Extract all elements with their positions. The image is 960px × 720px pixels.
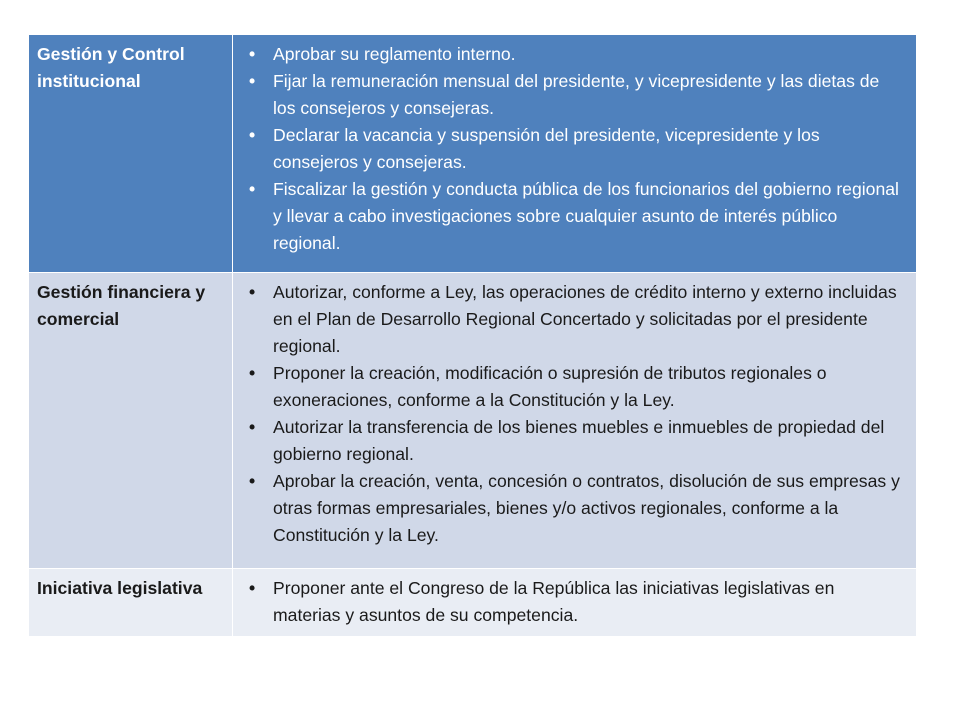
list-item: • Autorizar, conforme a Ley, las operaciones de crédito interno y externo incluidas en el Plan de Desarrollo Regional Concertado y solicitadas por el presidente regional. — [245, 279, 904, 360]
functions-table — [28, 34, 917, 637]
row-header: Gestión financiera y comercial — [29, 273, 233, 569]
bullet-list — [245, 575, 904, 629]
row-header: Iniciativa legislativa — [29, 569, 233, 637]
list-item: • Aprobar la creación, venta, concesión o contratos, disolución de sus empresas y otras formas empresariales, bienes y/o activos regionales, conforme a la Constitución y la Ley. — [245, 468, 904, 549]
list-item: • Aprobar su reglamento interno. — [245, 41, 904, 68]
bullet-list — [245, 41, 904, 257]
table-row — [29, 569, 917, 637]
table-row — [29, 35, 917, 273]
list-item: • Proponer ante el Congreso de la República las iniciativas legislativas en materias y asuntos de su competencia. — [245, 575, 904, 629]
list-item: • Proponer la creación, modificación o supresión de tributos regionales o exoneraciones, conforme a la Constitución y la Ley. — [245, 360, 904, 414]
list-item: • Fiscalizar la gestión y conducta pública de los funcionarios del gobierno regional y llevar a cabo investigaciones sobre cualquier asunto de interés público regional. — [245, 176, 904, 257]
row-header: Gestión y Control institucional — [29, 35, 233, 273]
row-content — [233, 273, 917, 569]
list-item: • Autorizar la transferencia de los bienes muebles e inmuebles de propiedad del gobierno regional. — [245, 414, 904, 468]
list-item: • Fijar la remuneración mensual del presidente, y vicepresidente y las dietas de los consejeros y consejeras. — [245, 68, 904, 122]
table-row — [29, 273, 917, 569]
row-content — [233, 569, 917, 637]
row-content — [233, 35, 917, 273]
list-item: • Declarar la vacancia y suspensión del presidente, vicepresidente y los consejeros y consejeras. — [245, 122, 904, 176]
bullet-list — [245, 279, 904, 549]
